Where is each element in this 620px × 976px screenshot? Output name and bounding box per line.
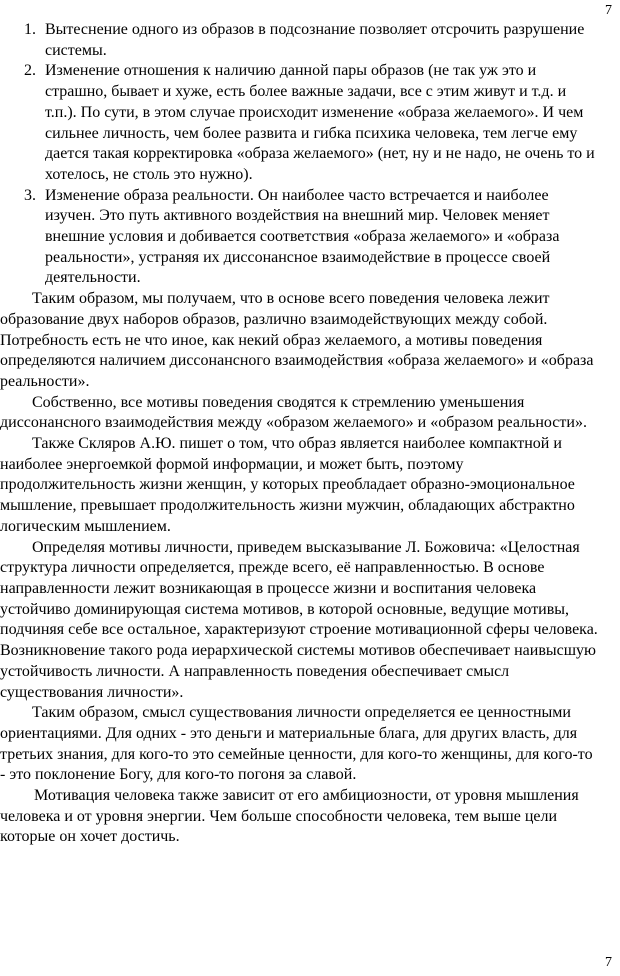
list-item-text: Вытеснение одного из образов в подсознание позволяет отсрочить разрушение системы.	[45, 21, 585, 59]
list-item	[0, 61, 600, 185]
numbered-list	[0, 20, 600, 289]
list-item-number: 2.	[24, 62, 36, 80]
paragraph: Собственно, все мотивы поведения сводятся к стремлению уменьшения диссонансного взаимодействия между «образом желаемого» и «образом реальности».	[0, 393, 587, 432]
paragraph: Таким образом, смысл существования личности определяется ее ценностными ориентациями. Для одних - это деньги и материальные блага, для других власть, для третьих знания, для кого-то это семейные ценности, для кого-то женщины, для кого-то - это поклонение Богу, для кого-то погоня за славой.	[0, 704, 593, 784]
list-item-number: 3.	[24, 186, 36, 204]
paragraph: Определяя мотивы личности, приведем высказывание Л. Божовича: «Целостная структура личности определяется, прежде всего, её направленностью. В основе направленности лежит возникающая в процессе жизни и воспитания человека устойчиво доминирующая система мотивов, в которой основные, ведущие мотивы, подчиняя себе все остальное, характеризуют строение мотивационной сферы человека. Возникновение такого рода иерархической системы мотивов обеспечивает наивысшую устойчивость личности. А направленность поведения обеспечивает смысл существования личности».	[0, 538, 598, 701]
list-item	[0, 20, 600, 61]
page-number-bottom: 7	[605, 955, 612, 970]
paragraph: Таким образом, мы получаем, что в основе всего поведения человека лежит образование двух наборов образов, различно взаимодействующих между собой. Потребность есть не что иное, как некий образ желаемого, а мотивы поведения определяются наличием диссонансного взаимодействия «образа желаемого» и «образа реальности».	[0, 290, 594, 390]
paragraph: Мотивация человека также зависит от его амбициозности, от уровня мышления человека и от уровня энергии. Чем больше способности человека, тем выше цели которые он хочет достичь.	[0, 787, 579, 846]
list-item-number: 1.	[24, 21, 36, 38]
paragraph: Также Скляров А.Ю. пишет о том, что образ является наиболее компактной и наиболее энергоемкой формой информации, и может быть, поэтому продолжительность жизни женщин, у которых преобладает образно-эмоциональное мышление, превышает продолжительность жизни мужчин, обладающих абстрактно логическим мышлением.	[0, 435, 575, 535]
list-item-text: Изменение образа реальности. Он наиболее часто встречается и наиболее изучен. Это путь активного воздействия на внешний мир. Человек меняет внешние условия и добивается соответствия «образа желаемого» и «образа реальности», устраняя их диссонансное взаимодействие в процессе своей деятельности.	[45, 186, 560, 287]
list-item	[0, 186, 600, 290]
page-number-top: 7	[605, 3, 612, 18]
page-content	[0, 20, 600, 848]
list-item-text: Изменение отношения к наличию данной пары образов (не так уж это и страшно, бывает и хуже, есть более важные задачи, все с этим живут и т.д. и т.п.). По сути, в этом случае происходит изменение «образа желаемого». И чем сильнее личность, чем более развита и гибка психика человека, тем легче ему дается такая корректировка «образа желаемого» (нет, ну и не надо, не очень то и хотелось, не столь это нужно).	[45, 62, 595, 183]
